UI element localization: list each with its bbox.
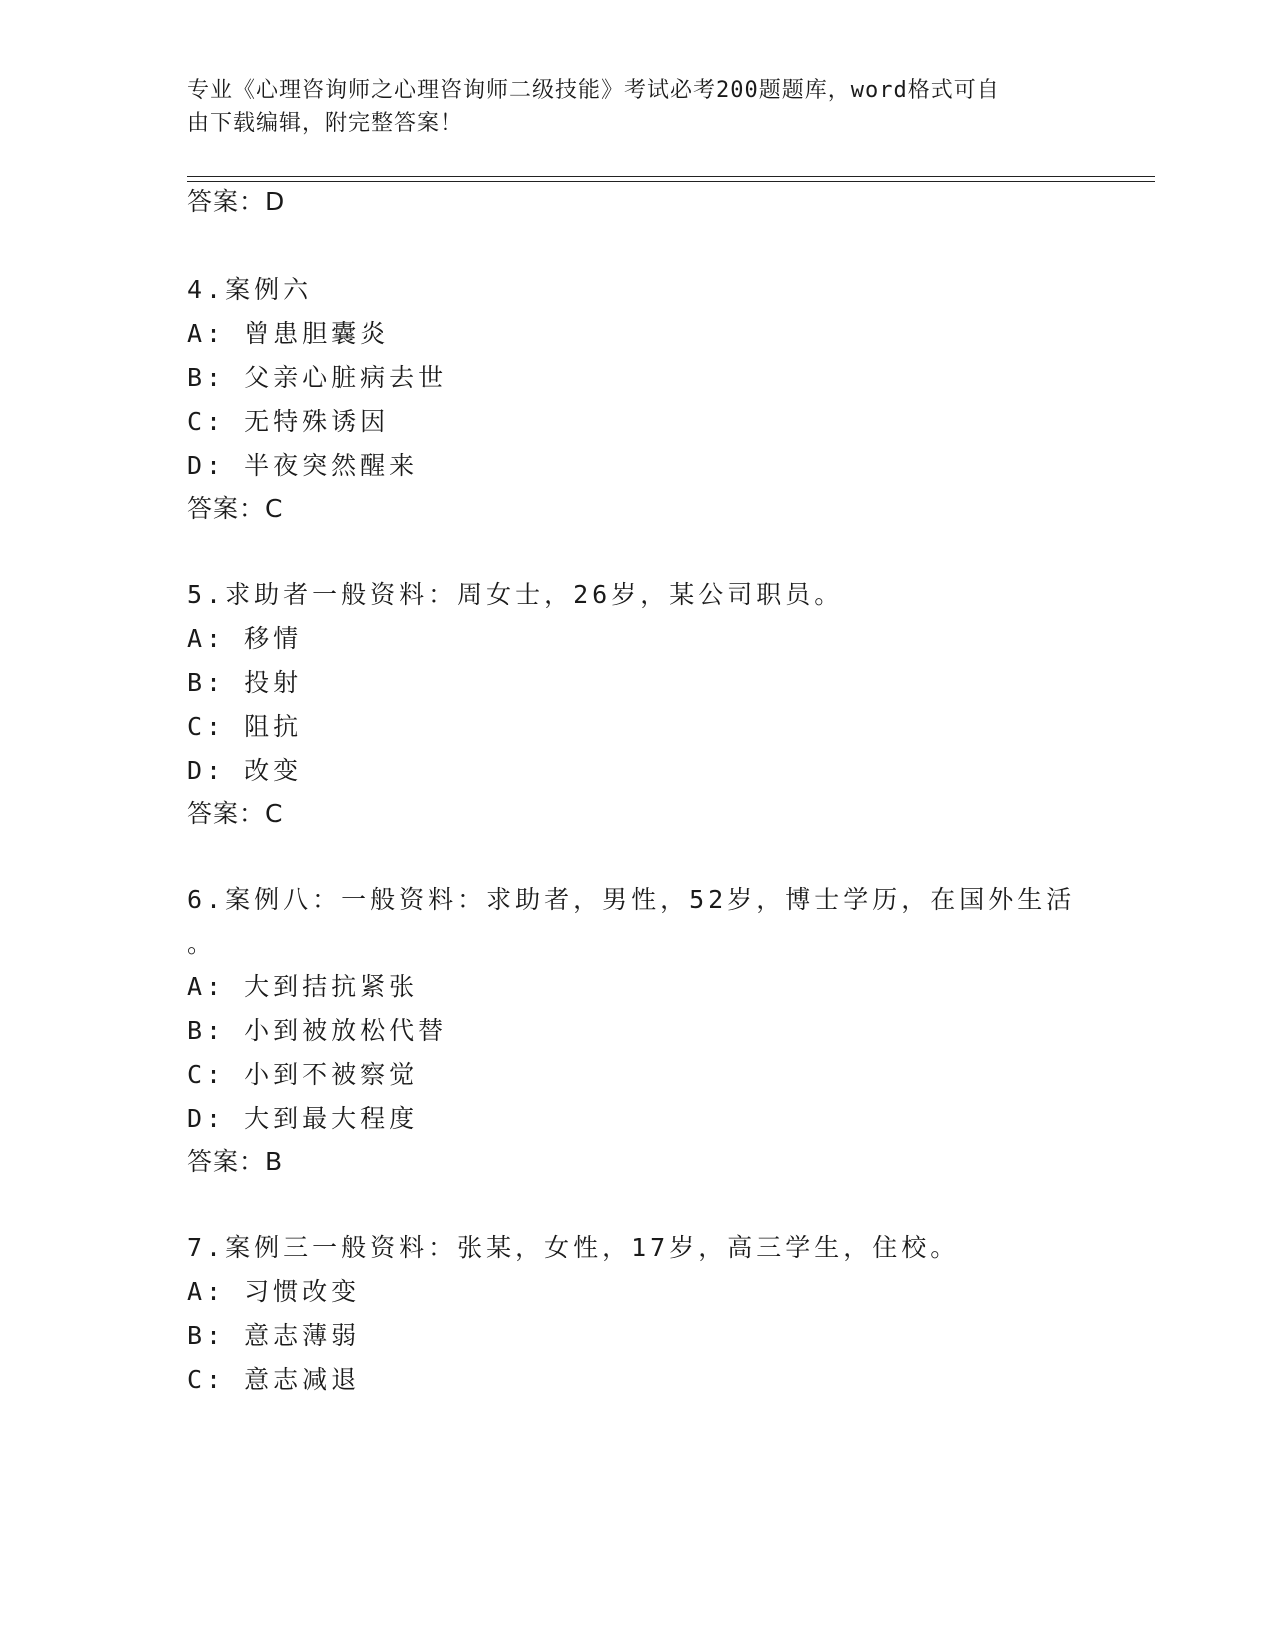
question-4-option-d: D: 半夜突然醒来	[187, 451, 419, 480]
question-5-option-d: D: 改变	[187, 756, 303, 785]
question-6-option-c: C: 小到不被察觉	[187, 1060, 419, 1089]
question-6-option-b: B: 小到被放松代替	[187, 1016, 448, 1045]
question-4-option-a: A: 曾患胆囊炎	[187, 319, 390, 348]
header-line-1: 专业《心理咨询师之心理咨询师二级技能》考试必考200题题库，word格式可自	[187, 78, 1000, 103]
header-line-2: 由下载编辑，附完整答案！	[187, 111, 464, 136]
header-divider-bottom	[187, 181, 1155, 182]
question-7-option-b: B: 意志薄弱	[187, 1321, 361, 1350]
question-4-option-b: B: 父亲心脏病去世	[187, 363, 448, 392]
question-7-option-c: C: 意志减退	[187, 1365, 361, 1394]
document-header	[187, 74, 1067, 140]
question-6-option-d: D: 大到最大程度	[187, 1104, 419, 1133]
answer-q4: 答案：C	[187, 494, 284, 523]
question-6-option-a: A: 大到拮抗紧张	[187, 972, 419, 1001]
question-5-option-b: B: 投射	[187, 668, 303, 697]
question-6-stem: 6.案例八：一般资料：求助者，男性，52岁，博士学历，在国外生活	[187, 885, 1076, 914]
question-6-stem-continuation: 。	[187, 929, 217, 958]
question-4-option-c: C: 无特殊诱因	[187, 407, 390, 436]
question-7-option-a: A: 习惯改变	[187, 1277, 361, 1306]
question-7-stem: 7.案例三一般资料：张某，女性，17岁，高三学生，住校。	[187, 1233, 960, 1262]
answer-q5: 答案：C	[187, 799, 284, 828]
question-5-option-a: A: 移情	[187, 624, 303, 653]
answer-q6: 答案：B	[187, 1147, 284, 1176]
question-4-stem: 4.案例六	[187, 275, 313, 304]
question-5-option-c: C: 阻抗	[187, 712, 303, 741]
answer-q3: 答案：D	[187, 187, 286, 216]
header-divider-top	[187, 176, 1155, 177]
question-5-stem: 5.求助者一般资料：周女士，26岁，某公司职员。	[187, 580, 844, 609]
